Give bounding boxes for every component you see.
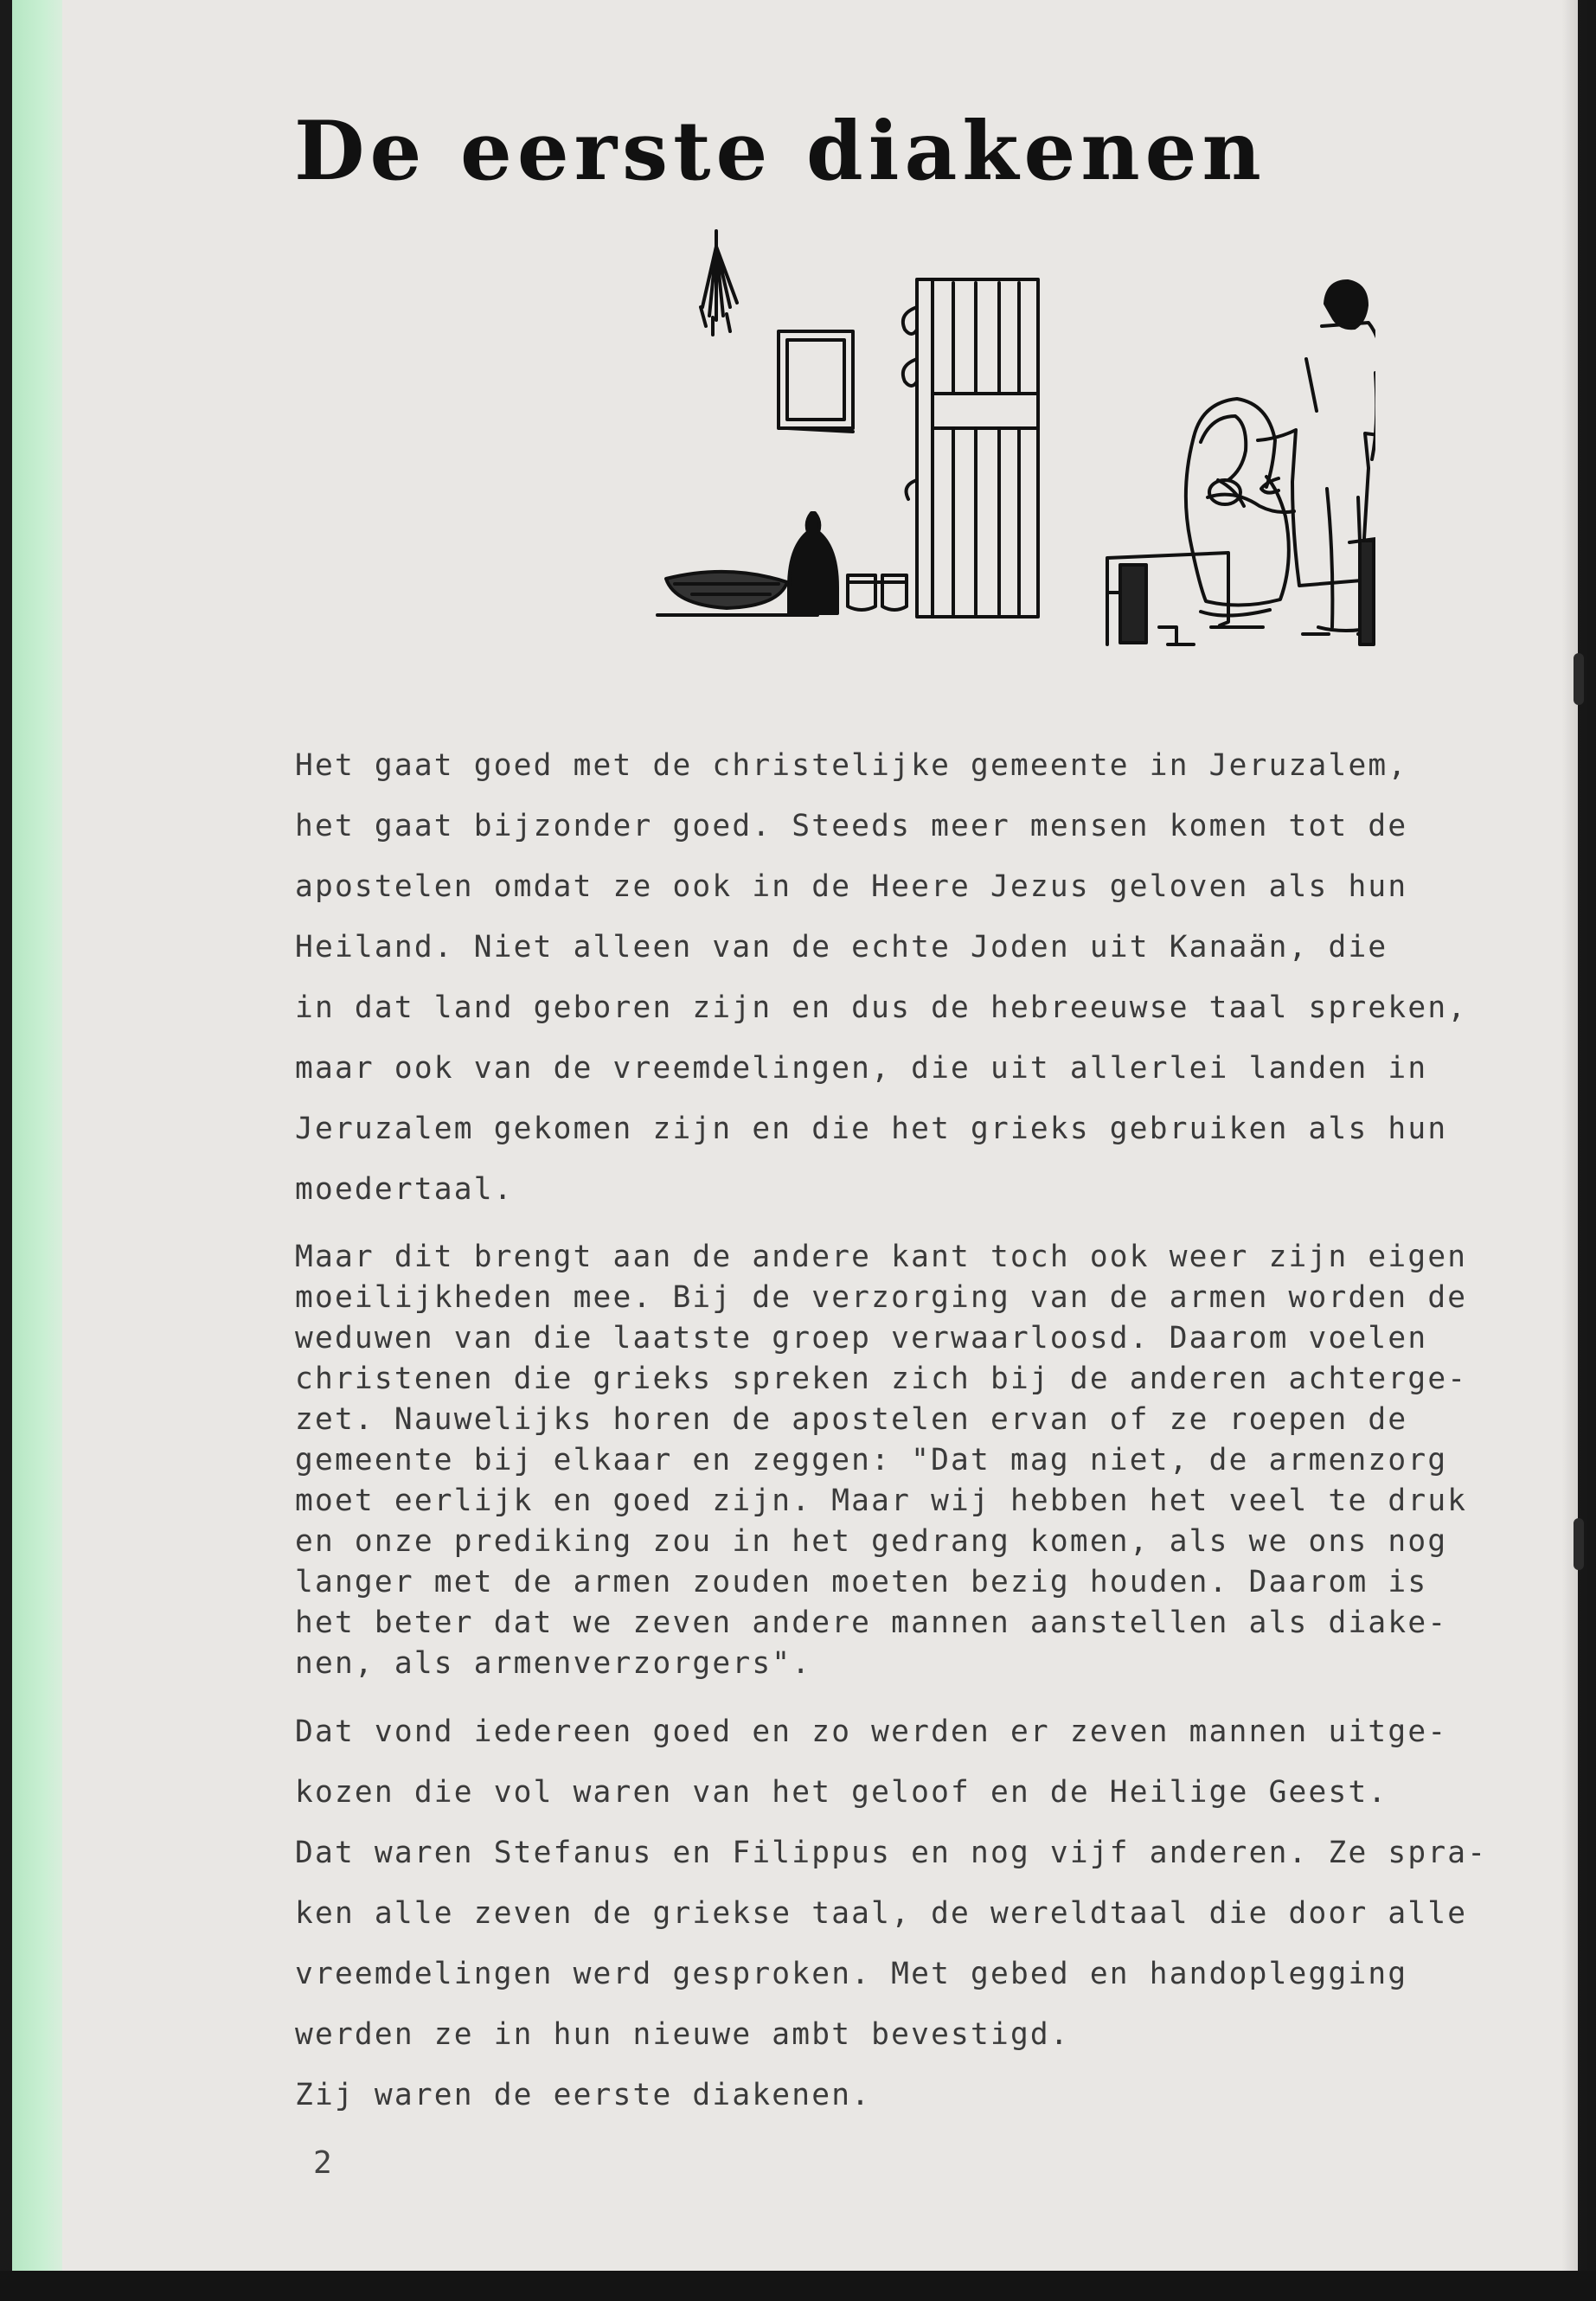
text-line: Heiland. Niet alleen van de echte Joden uit Kanaän, die (295, 930, 1388, 965)
text-line: kozen die vol waren van het geloof en de Heilige Geest. (295, 1775, 1388, 1810)
deacon-helping-widow-illustration (640, 221, 1375, 705)
text-line: ken alle zeven de griekse taal, de wereldtaal die door alle (295, 1896, 1468, 1931)
text-line: Jeruzalem gekomen zijn en die het grieks gebruiken als hun (295, 1112, 1448, 1146)
text-line: weduwen van die laatste groep verwaarloosd. Daarom voelen (295, 1321, 1428, 1356)
stool-icon (1349, 539, 1375, 644)
page-title: De eerste diakenen (294, 104, 1266, 199)
text-line: het gaat bijzonder goed. Steeds meer mensen komen tot de (295, 809, 1408, 843)
cups-icon (848, 575, 907, 610)
text-line: moedertaal. (295, 1172, 514, 1207)
text-line: gemeente bij elkaar en zeggen: "Dat mag niet, de armenzorg (295, 1443, 1448, 1477)
binding-mark (1574, 1518, 1584, 1570)
text-line: werden ze in hun nieuwe ambt bevestigd. (295, 2017, 1070, 2052)
story-text (295, 735, 1532, 2125)
text-line: langer met de armen zouden moeten bezig houden. Daarom is (295, 1565, 1428, 1599)
paragraph-3 (295, 1702, 1532, 2125)
page-number: 2 (313, 2145, 332, 2181)
text-line: het beter dat we zeven andere mannen aanstellen als diake- (295, 1606, 1448, 1640)
text-line: apostelen omdat ze ook in de Heere Jezus geloven als hun (295, 869, 1408, 904)
text-line: en onze prediking zou in het gedrang komen, als we ons nog (295, 1524, 1448, 1559)
standing-man-figure-icon (1258, 281, 1375, 634)
hanging-herbs-icon (701, 231, 737, 335)
text-line: nen, als armenverzorgers". (295, 1646, 812, 1681)
paragraph-1 (295, 735, 1532, 1220)
text-line: Dat waren Stefanus en Filippus en nog vijf anderen. Ze spra- (295, 1836, 1488, 1870)
bench-icon (1107, 553, 1228, 644)
page-fold-shadow (1561, 0, 1596, 2271)
paragraph-2 (295, 1237, 1532, 1684)
text-line: Zij waren de eerste diakenen. (295, 2078, 872, 2112)
text-line: christenen die grieks spreken zich bij de anderen achterge- (295, 1362, 1468, 1396)
text-line: zet. Nauwelijks horen de apostelen ervan of ze roepen de (295, 1402, 1408, 1437)
scan-bottom-edge (0, 2271, 1596, 2301)
text-line: moeilijkheden mee. Bij de verzorging van de armen worden de (295, 1280, 1468, 1315)
text-line: vreemdelingen werd gesproken. Met gebed en handoplegging (295, 1957, 1408, 1991)
text-line: moet eerlijk en goed zijn. Maar wij hebben het veel te druk (295, 1484, 1468, 1518)
text-line: Dat vond iedereen goed en zo werden er zeven mannen uitge- (295, 1715, 1448, 1749)
text-line: Het gaat goed met de christelijke gemeente in Jeruzalem, (295, 748, 1408, 783)
binding-mark (1574, 653, 1584, 705)
text-line: in dat land geboren zijn en dus de hebreeuwse taal spreken, (295, 990, 1468, 1025)
green-page-edge (12, 0, 62, 2271)
wall-tablet-icon (779, 331, 853, 432)
text-line: maar ook van de vreemdelingen, die uit allerlei landen in (295, 1051, 1428, 1086)
door-icon (903, 279, 1038, 617)
text-line: Maar dit brengt aan de andere kant toch ook weer zijn eigen (295, 1240, 1468, 1274)
jug-icon (789, 513, 837, 613)
